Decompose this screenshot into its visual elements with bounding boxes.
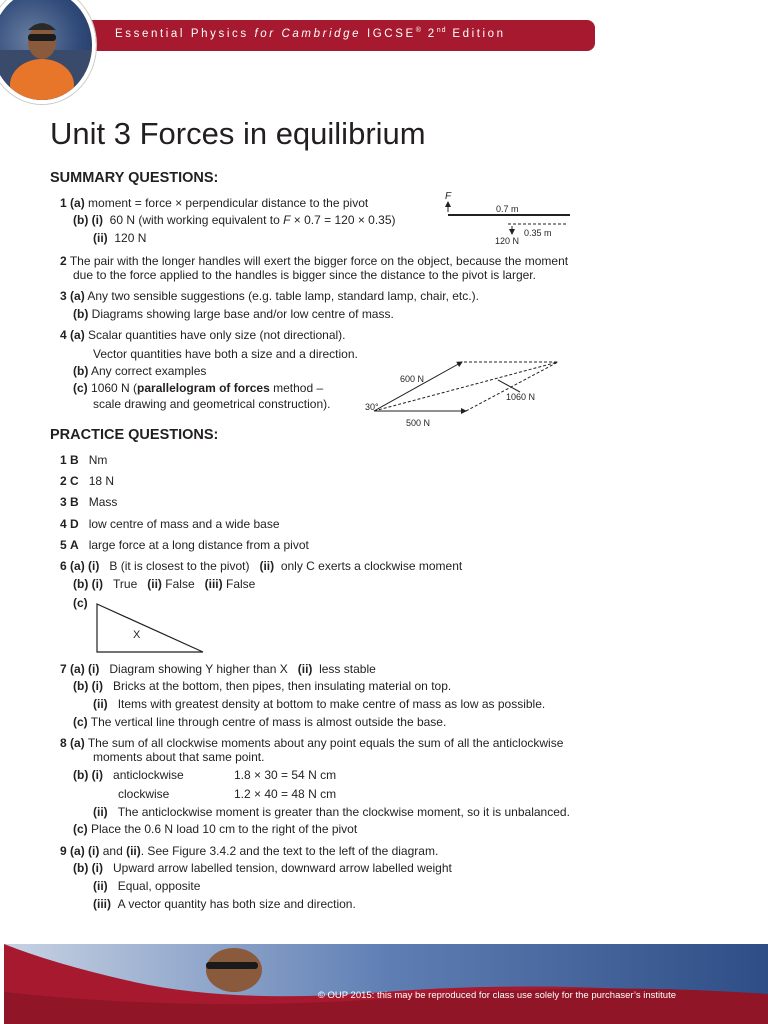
practice-q8-anti-calc: 1.8 × 30 = 54 N cm (234, 768, 337, 782)
practice-mc-5: 5 A large force at a long distance from a pivot (60, 538, 309, 552)
practice-q8a-line2: moments about that same point. (93, 750, 265, 764)
resultant-line (374, 362, 558, 411)
summary-q3b: (b) Diagrams showing large base and/or low centre of mass. (73, 307, 394, 321)
footer-graphic (4, 944, 768, 1024)
practice-q8bi-anti: (b) (i) anticlockwise (73, 768, 184, 782)
summary-q4c-line2: scale drawing and geometrical construction). (93, 397, 331, 411)
practice-q6c: (c) (73, 596, 88, 610)
cover-photo (0, 0, 96, 104)
lever-beam (448, 214, 570, 216)
summary-q4b: (b) Any correct examples (73, 364, 207, 378)
practice-q7bi: (b) (i) Bricks at the bottom, then pipes, then insulating material on top. (73, 679, 452, 693)
copyright-notice: © OUP 2015: this may be reproduced for class use solely for the purchaser’s institute (317, 990, 676, 1001)
summary-q4a: 4 (a) Scalar quantities have only size (not directional). (60, 328, 346, 342)
practice-q7c: (c) The vertical line through centre of mass is almost outside the base. (73, 715, 447, 729)
summary-q1bii: (ii) 120 N (93, 231, 147, 245)
resultant-pointer (498, 380, 520, 392)
label-1060N: 1060 N (506, 392, 536, 402)
practice-q8-clock-calc: 1.2 × 40 = 48 N cm (234, 787, 337, 801)
summary-q2-line2: due to the force applied to the handles is bigger since the distance to the pivot is larger. (73, 268, 536, 282)
practice-mc-2: 2 C 18 N (60, 474, 115, 488)
practice-q8-clock-label: clockwise (118, 787, 170, 801)
summary-q3a: 3 (a) Any two sensible suggestions (e.g. table lamp, standard lamp, chair, etc.). (60, 289, 479, 303)
unit-title: Unit 3 Forces in equilibrium (50, 116, 426, 151)
footer-band (4, 944, 768, 1024)
book-title: Essential Physics for Cambridge IGCSE® 2nd Edition (115, 27, 506, 40)
lever-load-label: 120 N (495, 236, 520, 246)
practice-heading: PRACTICE QUESTIONS: (50, 427, 219, 443)
lever-diagram (440, 188, 590, 248)
practice-q7a: 7 (a) (i) Diagram showing Y higher than X (ii) less stable (60, 662, 376, 676)
practice-q8bii: (ii) The anticlockwise moment is greater than the clockwise moment, so it is unbalanced. (93, 805, 570, 819)
practice-q6a: 6 (a) (i) B (it is closest to the pivot) (ii) only C exerts a clockwise moment (60, 559, 463, 573)
summary-q1a: 1 (a) moment = force × perpendicular distance to the pivot (60, 196, 369, 210)
summary-heading: SUMMARY QUESTIONS: (50, 170, 219, 186)
summary-q2-line1: 2 The pair with the longer handles will exert the bigger force on the object, because the moment (60, 254, 569, 268)
lever-dist-short: 0.35 m (524, 228, 552, 238)
practice-q9biii: (iii) A vector quantity has both size and direction. (93, 897, 356, 911)
cover-person-illustration (0, 0, 92, 100)
practice-q8a: 8 (a) The sum of all clockwise moments about any point equals the sum of all the anticlockwise (60, 736, 564, 750)
parallelogram-diagram (362, 352, 572, 432)
summary-q4a-line2: Vector quantities have both a size and a direction. (93, 347, 358, 361)
footer-person (206, 948, 262, 992)
practice-q7bii: (ii) Items with greatest density at bottom to make centre of mass as low as possible. (93, 697, 546, 711)
triangle-label: X (133, 629, 141, 641)
practice-q9bi: (b) (i) Upward arrow labelled tension, downward arrow labelled weight (73, 861, 452, 875)
practice-q8c: (c) Place the 0.6 N load 10 cm to the right of the pivot (73, 822, 358, 836)
summary-q1bi: (b) (i) 60 N (with working equivalent to F × 0.7 = 120 × 0.35) (73, 213, 396, 227)
force-600-arrow (374, 362, 462, 411)
triangle-shape (97, 604, 203, 652)
lever-dist-long: 0.7 m (496, 204, 519, 214)
practice-mc-1: 1 B Nm (60, 453, 108, 467)
label-600N: 600 N (400, 374, 425, 384)
practice-mc-4: 4 D low centre of mass and a wide base (60, 517, 280, 531)
label-angle: 30° (365, 402, 379, 412)
practice-q9a: 9 (a) (i) and (ii). See Figure 3.4.2 and the text to the left of the diagram. (60, 844, 439, 858)
practice-q9bii: (ii) Equal, opposite (93, 879, 201, 893)
practice-q6b: (b) (i) True (ii) False (iii) False (73, 577, 256, 591)
parallel-right (466, 362, 558, 411)
summary-q4c: (c) 1060 N (parallelogram of forces method – (73, 381, 324, 395)
practice-mc-3: 3 B Mass (60, 495, 118, 509)
label-500N: 500 N (406, 418, 431, 428)
lever-force-label: F (445, 191, 452, 202)
triangle-diagram (95, 602, 207, 654)
